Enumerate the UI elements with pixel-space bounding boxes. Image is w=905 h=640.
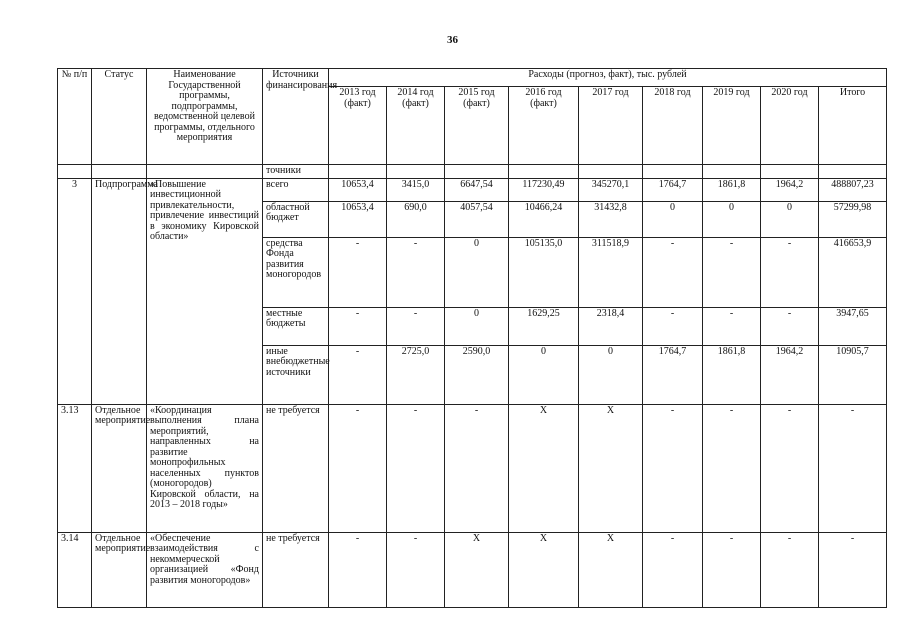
header-sources: Источники финансирования bbox=[263, 69, 329, 165]
value-cell: 1629,25 bbox=[509, 307, 579, 345]
empty-cell bbox=[761, 165, 819, 179]
table-row bbox=[58, 178, 887, 201]
header-year: 2013 год (факт) bbox=[329, 87, 387, 165]
value-cell: 1861,8 bbox=[703, 178, 761, 201]
value-cell: - bbox=[643, 532, 703, 607]
value-cell: - bbox=[643, 237, 703, 307]
value-cell: X bbox=[579, 532, 643, 607]
value-cell: - bbox=[329, 345, 387, 404]
value-cell: - bbox=[329, 307, 387, 345]
table-row bbox=[58, 532, 887, 607]
value-cell: - bbox=[703, 307, 761, 345]
value-cell: 0 bbox=[509, 345, 579, 404]
value-cell: 117230,49 bbox=[509, 178, 579, 201]
empty-cell bbox=[819, 165, 887, 179]
empty-cell bbox=[509, 165, 579, 179]
value-cell: 0 bbox=[703, 201, 761, 237]
row-source: областной бюджет bbox=[263, 201, 329, 237]
value-cell: - bbox=[643, 307, 703, 345]
row-name: «Повышение инвестиционной привлекательности, привлечение инвестиций в экономику Кировской области» bbox=[147, 178, 263, 404]
header-name: Наименование Государственной программы, подпрограммы, ведомственной целевой программы, отдельного мероприятия bbox=[147, 69, 263, 165]
value-cell: - bbox=[445, 404, 509, 532]
empty-cell bbox=[92, 165, 147, 179]
row-num: 3.13 bbox=[58, 404, 92, 532]
value-cell: - bbox=[329, 404, 387, 532]
value-cell: - bbox=[761, 307, 819, 345]
table-row bbox=[58, 404, 887, 532]
value-cell: - bbox=[387, 307, 445, 345]
header-year: 2018 год bbox=[643, 87, 703, 165]
value-cell: 105135,0 bbox=[509, 237, 579, 307]
value-cell: 345270,1 bbox=[579, 178, 643, 201]
value-cell: - bbox=[761, 237, 819, 307]
value-cell: - bbox=[703, 404, 761, 532]
budget-table bbox=[57, 68, 887, 608]
value-cell: - bbox=[761, 532, 819, 607]
value-cell: - bbox=[643, 404, 703, 532]
header-year: 2020 год bbox=[761, 87, 819, 165]
value-cell: - bbox=[329, 532, 387, 607]
row-name: «Обеспечение взаимодействия с некоммерческой организацией «Фонд развития моногородов» bbox=[147, 532, 263, 607]
row-source: местные бюджеты bbox=[263, 307, 329, 345]
value-cell: 311518,9 bbox=[579, 237, 643, 307]
value-cell: 6647,54 bbox=[445, 178, 509, 201]
value-cell: 1764,7 bbox=[643, 345, 703, 404]
row-status: Отдельное мероприятие bbox=[92, 404, 147, 532]
value-cell: X bbox=[579, 404, 643, 532]
value-cell: 2590,0 bbox=[445, 345, 509, 404]
empty-cell bbox=[643, 165, 703, 179]
value-cell: 10653,4 bbox=[329, 201, 387, 237]
header-year: 2017 год bbox=[579, 87, 643, 165]
row-source: средства Фонда развития моногородов bbox=[263, 237, 329, 307]
value-cell: - bbox=[387, 404, 445, 532]
value-cell: 2318,4 bbox=[579, 307, 643, 345]
header-num: № п/п bbox=[58, 69, 92, 165]
row-source: не требуется bbox=[263, 532, 329, 607]
row-status: Отдельное мероприятие bbox=[92, 532, 147, 607]
empty-cell bbox=[387, 165, 445, 179]
value-cell: 57299,98 bbox=[819, 201, 887, 237]
empty-cell bbox=[703, 165, 761, 179]
value-cell: 1764,7 bbox=[643, 178, 703, 201]
value-cell: - bbox=[703, 532, 761, 607]
value-cell: 690,0 bbox=[387, 201, 445, 237]
row-num: 3 bbox=[58, 178, 92, 404]
header-row-1 bbox=[58, 69, 887, 87]
value-cell: - bbox=[387, 532, 445, 607]
value-cell: 0 bbox=[579, 345, 643, 404]
header-total: Итого bbox=[819, 87, 887, 165]
header-year: 2014 год (факт) bbox=[387, 87, 445, 165]
row-status: Подпрограмма bbox=[92, 178, 147, 404]
value-cell: 4057,54 bbox=[445, 201, 509, 237]
empty-cell bbox=[579, 165, 643, 179]
row-num: 3.14 bbox=[58, 532, 92, 607]
value-cell: 1964,2 bbox=[761, 345, 819, 404]
value-cell: 31432,8 bbox=[579, 201, 643, 237]
value-cell: - bbox=[703, 237, 761, 307]
value-cell: 488807,23 bbox=[819, 178, 887, 201]
empty-cell bbox=[147, 165, 263, 179]
value-cell: 10905,7 bbox=[819, 345, 887, 404]
carry-over-row bbox=[58, 165, 887, 179]
header-year: 2019 год bbox=[703, 87, 761, 165]
header-year: 2016 год (факт) bbox=[509, 87, 579, 165]
value-cell: 0 bbox=[761, 201, 819, 237]
carry-over-source: точники bbox=[263, 165, 329, 179]
value-cell: 10466,24 bbox=[509, 201, 579, 237]
value-cell: X bbox=[509, 404, 579, 532]
empty-cell bbox=[445, 165, 509, 179]
empty-cell bbox=[329, 165, 387, 179]
value-cell: 416653,9 bbox=[819, 237, 887, 307]
value-cell: 1861,8 bbox=[703, 345, 761, 404]
value-cell: 3415,0 bbox=[387, 178, 445, 201]
value-cell: 0 bbox=[643, 201, 703, 237]
row-source: всего bbox=[263, 178, 329, 201]
value-cell: 3947,65 bbox=[819, 307, 887, 345]
value-cell: - bbox=[761, 404, 819, 532]
value-cell: - bbox=[819, 532, 887, 607]
value-cell: 2725,0 bbox=[387, 345, 445, 404]
value-cell: - bbox=[387, 237, 445, 307]
value-cell: - bbox=[329, 237, 387, 307]
value-cell: X bbox=[509, 532, 579, 607]
header-expenses: Расходы (прогноз, факт), тыс. рублей bbox=[329, 69, 887, 87]
value-cell: 1964,2 bbox=[761, 178, 819, 201]
header-status: Статус bbox=[92, 69, 147, 165]
empty-cell bbox=[58, 165, 92, 179]
value-cell: - bbox=[819, 404, 887, 532]
row-source: не требуется bbox=[263, 404, 329, 532]
value-cell: 0 bbox=[445, 237, 509, 307]
value-cell: 0 bbox=[445, 307, 509, 345]
value-cell: X bbox=[445, 532, 509, 607]
page-number: 36 bbox=[447, 34, 458, 46]
header-year: 2015 год (факт) bbox=[445, 87, 509, 165]
value-cell: 10653,4 bbox=[329, 178, 387, 201]
row-source: иные внебюджетные источники bbox=[263, 345, 329, 404]
row-name: «Координация выполнения плана мероприятий, направленных на развитие монопрофильных населенных пунктов (моногородов) Кировской области, на 2013 – 2018 годы» bbox=[147, 404, 263, 532]
